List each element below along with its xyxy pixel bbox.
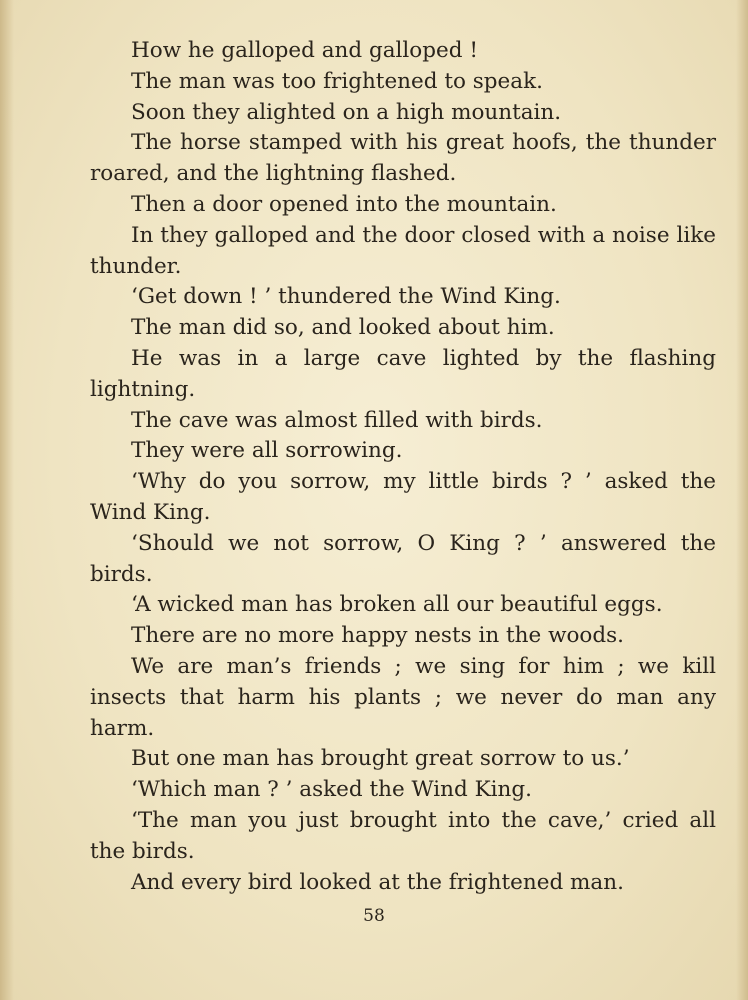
paragraph: But one man has brought great sorrow to us.’ xyxy=(131,746,630,772)
paragraph: How he galloped and galloped ! xyxy=(131,38,478,63)
page-number: 58 xyxy=(363,906,385,926)
paragraph: The man did so, and looked about him. xyxy=(131,315,555,341)
paragraph: They were all sorrowing. xyxy=(131,438,403,464)
page-edge-shadow-right xyxy=(736,0,748,1000)
paragraph: He was in a large cave lighted by the flashing lightning. xyxy=(90,345,716,402)
paragraph: The cave was almost filled with birds. xyxy=(131,407,543,433)
paragraph: Then a door opened into the mountain. xyxy=(131,191,557,217)
paragraph: And every bird looked at the frightened man. xyxy=(131,869,624,895)
paragraph: ‘Which man ? ’ asked the Wind King. xyxy=(131,777,532,803)
paragraph: ‘The man you just brought into the cave,’ cried all the birds. xyxy=(90,807,716,864)
paragraph: We are man’s friends ; we sing for him ; we kill insects that harm his plants ; we never do man any harm. xyxy=(90,653,716,741)
paragraph: ‘Get down ! ’ thundered the Wind King. xyxy=(131,284,561,310)
body-text xyxy=(90,36,716,898)
paragraph: In they galloped and the door closed with a noise like thunder. xyxy=(90,222,716,279)
paragraph: The man was too frightened to speak. xyxy=(131,68,543,94)
paragraph: Soon they alighted on a high mountain. xyxy=(131,99,562,125)
paragraph: The horse stamped with his great hoofs, the thunder roared, and the lightning flashed. xyxy=(90,130,716,187)
paragraph: There are no more happy nests in the woods. xyxy=(131,623,624,649)
paragraph: ‘A wicked man has broken all our beautiful eggs. xyxy=(131,592,663,618)
paragraph: ‘Why do you sorrow, my little birds ? ’ asked the Wind King. xyxy=(90,469,716,525)
paragraph: ‘Should we not sorrow, O King ? ’ answered the birds. xyxy=(90,530,716,587)
page-edge-shadow-left xyxy=(0,0,14,1000)
